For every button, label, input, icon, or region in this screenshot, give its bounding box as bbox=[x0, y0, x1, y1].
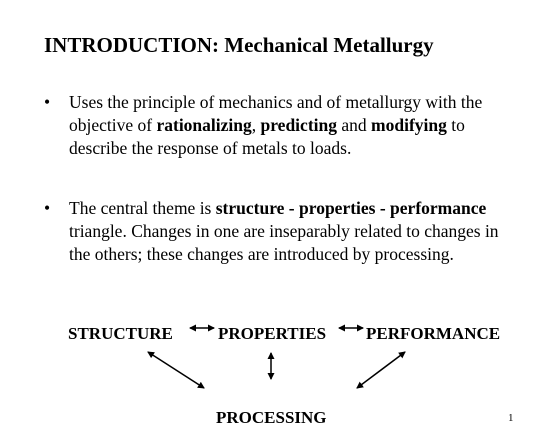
bullet-dot: • bbox=[44, 92, 51, 112]
text-run: triangle. Changes in one are inseparably related to changes in the others; these changes are introduced by processing. bbox=[69, 221, 499, 264]
text-run: , bbox=[251, 115, 261, 135]
text-run: to describe the response of metals to loads. bbox=[69, 115, 465, 158]
arrow-structure-processing bbox=[148, 352, 204, 388]
label-performance: PERFORMANCE bbox=[366, 324, 501, 343]
label-structure: STRUCTURE bbox=[68, 324, 173, 343]
arrow-performance-processing bbox=[357, 352, 405, 388]
slide-title: INTRODUCTION: Mechanical Metallurgy bbox=[44, 33, 434, 57]
page-number: 1 bbox=[508, 412, 514, 424]
label-properties: PROPERTIES bbox=[218, 324, 327, 343]
emphasis-triangle-terms: structure - properties - performance bbox=[215, 198, 487, 218]
emphasis-predicting: predicting bbox=[260, 115, 337, 135]
emphasis-rationalizing: rationalizing bbox=[156, 115, 252, 135]
text-run: The central theme is bbox=[69, 198, 216, 218]
label-processing: PROCESSING bbox=[216, 408, 327, 427]
emphasis-modifying: modifying bbox=[371, 115, 447, 135]
bullet-dot: • bbox=[44, 198, 51, 218]
text-run: and bbox=[337, 115, 372, 135]
text-run: Uses the principle of mechanics and of metallurgy with the objective of bbox=[69, 92, 483, 135]
